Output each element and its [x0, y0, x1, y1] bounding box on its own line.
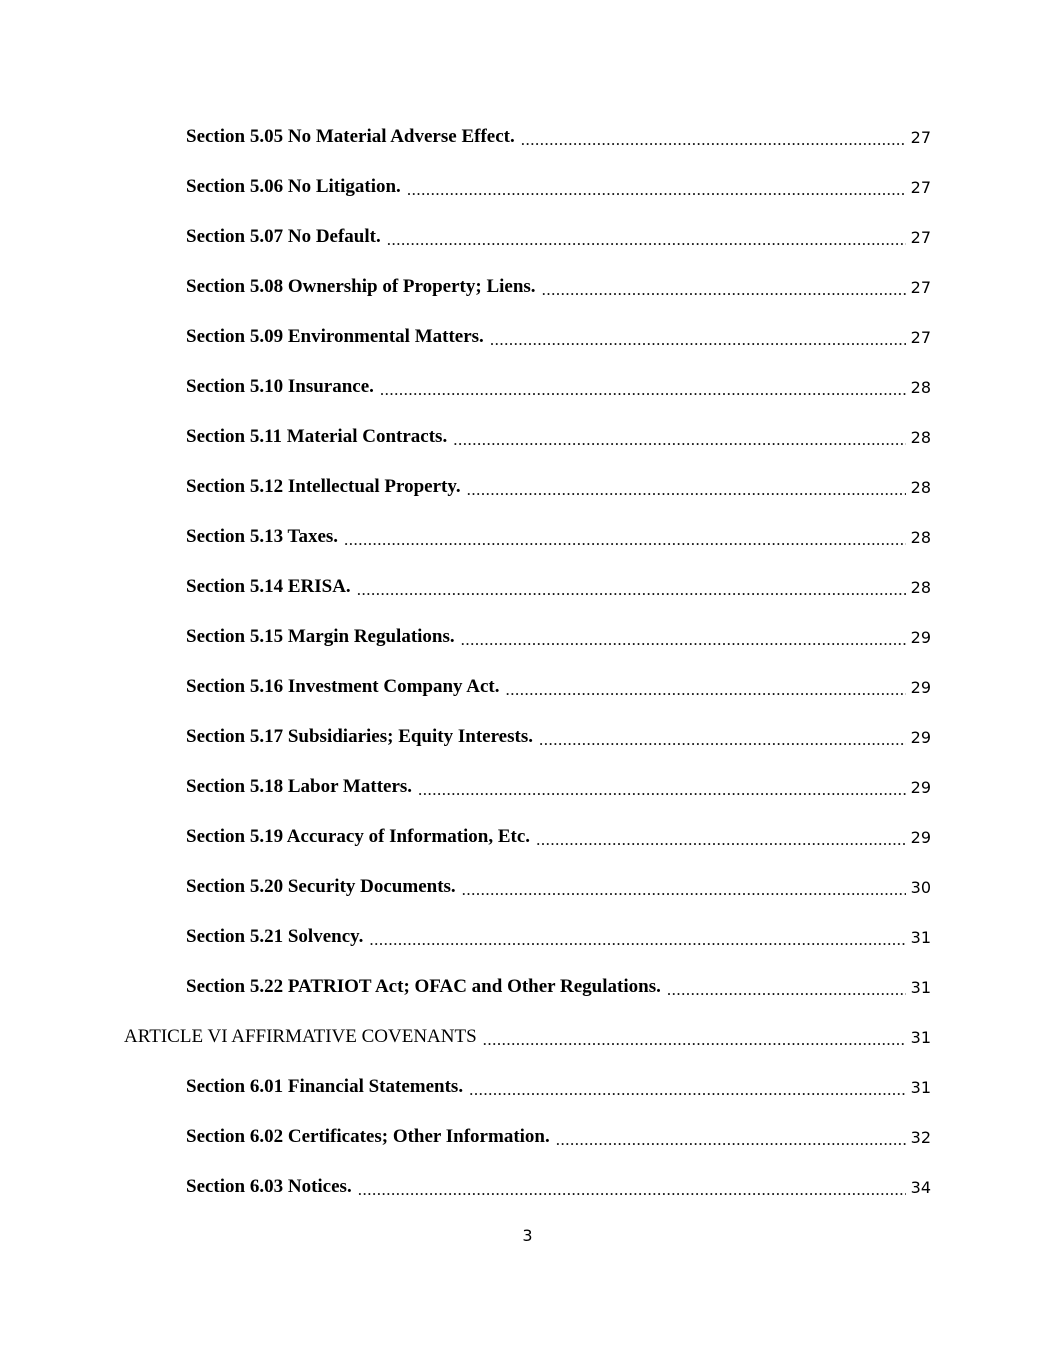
- toc-entry-article-vi[interactable]: [0, 1012, 1055, 1062]
- toc-entry-title: Section 5.06 No Litigation.: [186, 176, 401, 197]
- toc-entry-title: Section 5.20 Security Documents.: [186, 876, 456, 897]
- dot-leader: [418, 777, 906, 798]
- toc-entry-section-5-08[interactable]: [0, 262, 1055, 312]
- toc-entry-page: 29: [910, 627, 931, 647]
- dot-leader: [453, 427, 905, 448]
- dot-leader: [539, 727, 906, 748]
- toc-entry-section-5-14[interactable]: [0, 562, 1055, 612]
- toc-entry-page: 27: [910, 227, 931, 247]
- toc-entry-title: Section 5.14 ERISA.: [186, 576, 351, 597]
- toc-entry-section-5-11[interactable]: [0, 412, 1055, 462]
- toc-entry-page: 31: [910, 977, 931, 997]
- toc-entry-title: Section 5.19 Accuracy of Information, Etc.: [186, 826, 531, 847]
- toc-entry-page: 31: [910, 1027, 931, 1047]
- toc-entry-section-6-01[interactable]: [0, 1062, 1055, 1112]
- toc-entry-section-5-09[interactable]: [0, 312, 1055, 362]
- toc-entry-page: 30: [910, 877, 931, 897]
- toc-entry-page: 27: [910, 177, 931, 197]
- toc-entry-title: Section 5.12 Intellectual Property.: [186, 476, 461, 497]
- toc-entry-title: Section 5.05 No Material Adverse Effect.: [186, 126, 515, 147]
- toc-entry-title: Section 5.11 Material Contracts.: [186, 426, 448, 447]
- dot-leader: [483, 1027, 906, 1048]
- toc-entry-section-5-17[interactable]: [0, 712, 1055, 762]
- dot-leader: [380, 377, 906, 398]
- toc-entry-page: 29: [910, 677, 931, 697]
- toc-entry-page: 34: [910, 1177, 931, 1197]
- toc-entry-title: Section 6.01 Financial Statements.: [186, 1076, 464, 1097]
- toc-entry-title: Section 5.07 No Default.: [186, 226, 381, 247]
- toc-entry-title: Section 5.17 Subsidiaries; Equity Interests.: [186, 726, 533, 747]
- toc-entry-title: Section 5.13 Taxes.: [186, 526, 339, 547]
- toc-entry-section-5-15[interactable]: [0, 612, 1055, 662]
- toc-entry-section-5-13[interactable]: [0, 512, 1055, 562]
- dot-leader: [556, 1127, 906, 1148]
- dot-leader: [358, 1177, 906, 1198]
- toc-entry-page: 29: [910, 777, 931, 797]
- toc-entry-page: 28: [910, 377, 931, 397]
- dot-leader: [369, 927, 905, 948]
- toc-entry-section-5-05[interactable]: [0, 112, 1055, 162]
- dot-leader: [467, 477, 906, 498]
- toc-entry-section-5-10[interactable]: [0, 362, 1055, 412]
- toc-entry-page: 31: [910, 1077, 931, 1097]
- toc-entry-page: 28: [910, 427, 931, 447]
- page-number: 3: [522, 1226, 533, 1245]
- dot-leader: [462, 877, 906, 898]
- toc-entry-title: Section 5.22 PATRIOT Act; OFAC and Other Regulations.: [186, 976, 661, 997]
- toc-entry-section-5-07[interactable]: [0, 212, 1055, 262]
- toc-entry-section-5-18[interactable]: [0, 762, 1055, 812]
- toc-entry-section-6-03[interactable]: [0, 1162, 1055, 1212]
- toc-entry-title: Section 6.03 Notices.: [186, 1176, 352, 1197]
- dot-leader: [461, 627, 906, 648]
- toc-entry-title: Section 5.21 Solvency.: [186, 926, 364, 947]
- toc-entry-section-5-16[interactable]: [0, 662, 1055, 712]
- dot-leader: [490, 327, 906, 348]
- toc-entry-page: 32: [910, 1127, 931, 1147]
- dot-leader: [387, 227, 906, 248]
- toc-entry-title: ARTICLE VI AFFIRMATIVE COVENANTS: [124, 1026, 477, 1047]
- toc-entry-section-5-06[interactable]: [0, 162, 1055, 212]
- dot-leader: [521, 127, 906, 148]
- toc-entry-section-5-12[interactable]: [0, 462, 1055, 512]
- dot-leader: [407, 177, 906, 198]
- toc-entry-page: 28: [910, 527, 931, 547]
- dot-leader: [542, 277, 906, 298]
- dot-leader: [667, 977, 906, 998]
- dot-leader: [469, 1077, 906, 1098]
- toc-entry-page: 27: [910, 327, 931, 347]
- toc-entry-title: Section 5.09 Environmental Matters.: [186, 326, 484, 347]
- dot-leader: [506, 677, 906, 698]
- toc-entry-section-5-19[interactable]: [0, 812, 1055, 862]
- toc-entry-section-5-21[interactable]: [0, 912, 1055, 962]
- toc-entry-title: Section 5.16 Investment Company Act.: [186, 676, 500, 697]
- toc-entry-page: 29: [910, 727, 931, 747]
- toc-entry-page: 27: [910, 277, 931, 297]
- toc-entry-title: Section 5.08 Ownership of Property; Liens.: [186, 276, 536, 297]
- toc-entry-title: Section 5.15 Margin Regulations.: [186, 626, 455, 647]
- table-of-contents: [0, 112, 1055, 1212]
- toc-entry-page: 28: [910, 477, 931, 497]
- toc-entry-title: Section 5.18 Labor Matters.: [186, 776, 413, 797]
- toc-entry-title: Section 6.02 Certificates; Other Information.: [186, 1126, 550, 1147]
- dot-leader: [357, 577, 906, 598]
- toc-entry-page: 29: [910, 827, 931, 847]
- toc-entry-page: 28: [910, 577, 931, 597]
- dot-leader: [344, 527, 906, 548]
- toc-entry-section-5-22[interactable]: [0, 962, 1055, 1012]
- toc-entry-page: 27: [910, 127, 931, 147]
- toc-entry-title: Section 5.10 Insurance.: [186, 376, 374, 397]
- toc-entry-section-5-20[interactable]: [0, 862, 1055, 912]
- dot-leader: [536, 827, 906, 848]
- toc-entry-section-6-02[interactable]: [0, 1112, 1055, 1162]
- toc-entry-page: 31: [910, 927, 931, 947]
